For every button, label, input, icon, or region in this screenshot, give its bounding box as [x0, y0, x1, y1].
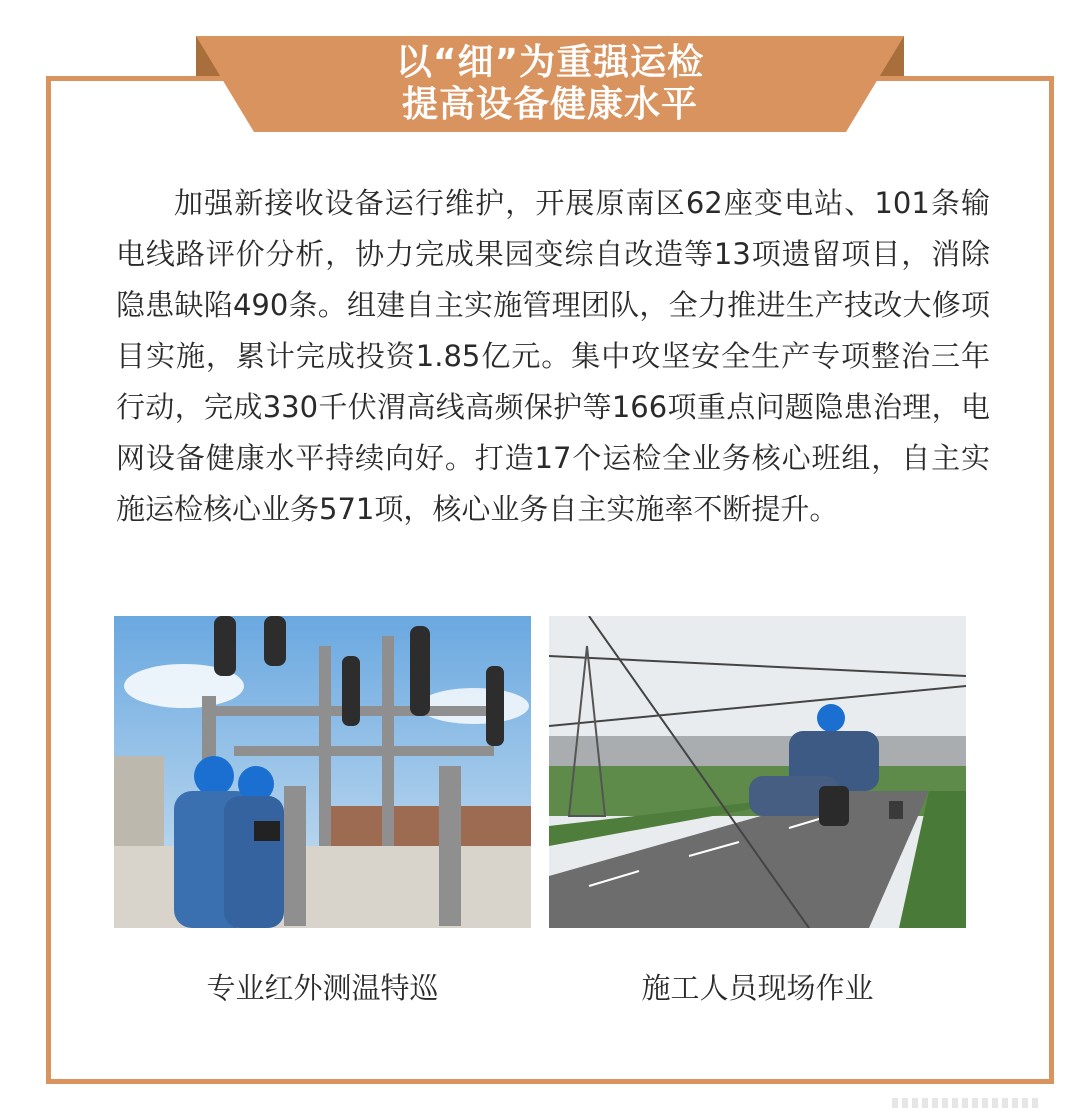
title-banner — [196, 36, 904, 136]
body-paragraph: 加强新接收设备运行维护，开展原南区62座变电站、101条输电线路评价分析，协力完成果园变综自改造等13项遗留项目，消除隐患缺陷490条。组建自主实施管理团队，全力推进生产技改大修项目实施，累计完成投资1.85亿元。集中攻坚安全生产专项整治三年行动，完成330千伏渭高线高频保护等166项重点问题隐患治理，电网设备健康水平持续向好。打造17个运检全业务核心班组，自主实施运检核心业务571项，核心业务自主实施率不断提升。 — [116, 186, 990, 526]
line-work-photo — [549, 616, 966, 928]
substation-inspection-photo — [114, 616, 531, 928]
banner-title-line2: 提高设备健康水平 — [401, 84, 698, 125]
banner-title-line1: 以“细”为重强运检 — [395, 42, 705, 83]
photo-caption-right: 施工人员现场作业 — [641, 971, 874, 1005]
photo-caption-left: 专业红外测温特巡 — [206, 971, 439, 1005]
watermark — [892, 1098, 1042, 1108]
